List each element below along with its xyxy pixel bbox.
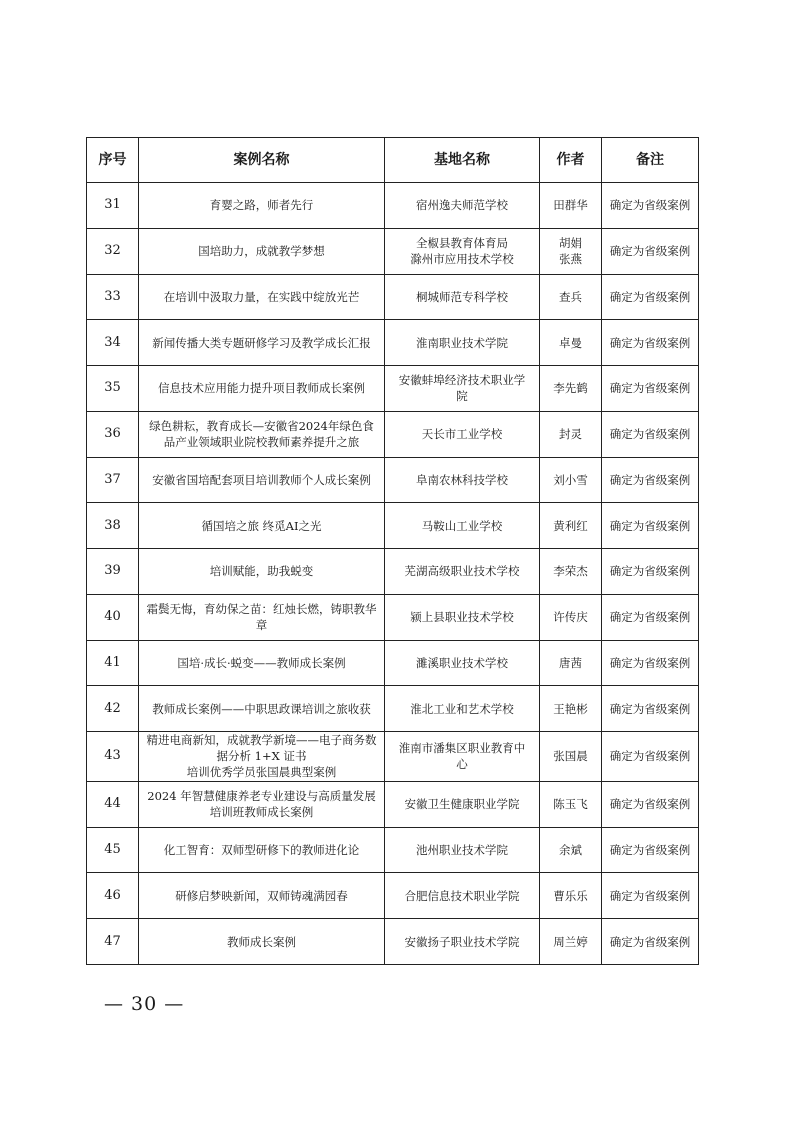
cell-remark: 确定为省级案例 xyxy=(602,366,699,412)
cell-index: 34 xyxy=(87,320,139,366)
cell-author-line: 查兵 xyxy=(559,289,582,304)
cell-case-name-line: 化工智育：双师型研修下的教师进化论 xyxy=(163,842,360,857)
cell-author-line: 唐茜 xyxy=(559,655,582,670)
table-row xyxy=(87,594,699,640)
cell-case-name-line: 循国培之旅 终觅AI之光 xyxy=(201,518,322,533)
cell-base-name xyxy=(385,228,540,274)
cell-base-name xyxy=(385,873,540,919)
cell-base-name xyxy=(385,183,540,229)
page-number: — 30 — xyxy=(104,993,185,1015)
header-base-name: 基地名称 xyxy=(385,138,540,183)
table-row xyxy=(87,919,699,965)
cell-author xyxy=(540,594,602,640)
cell-author xyxy=(540,781,602,827)
table-row xyxy=(87,686,699,732)
cell-remark: 确定为省级案例 xyxy=(602,320,699,366)
cell-base-name-line: 芜湖高级职业技术学校 xyxy=(404,564,520,579)
header-remark: 备注 xyxy=(602,138,699,183)
cell-index: 36 xyxy=(87,411,139,457)
table-row xyxy=(87,781,699,827)
cell-case-name xyxy=(139,827,385,873)
cell-base-name-line: 宿州逸夫师范学校 xyxy=(416,198,508,213)
cell-base-name-line: 院 xyxy=(456,389,468,404)
cell-index: 35 xyxy=(87,366,139,412)
cell-index: 40 xyxy=(87,594,139,640)
cell-case-name-line: 研修启梦映新闻，双师铸魂满园春 xyxy=(175,888,348,903)
cell-case-name-line: 信息技术应用能力提升项目教师成长案例 xyxy=(158,381,365,396)
cell-base-name xyxy=(385,411,540,457)
table-row xyxy=(87,366,699,412)
cell-author xyxy=(540,732,602,782)
table-row xyxy=(87,827,699,873)
cell-case-name-line: 培训赋能，助我蜕变 xyxy=(209,564,314,579)
cell-remark: 确定为省级案例 xyxy=(602,503,699,549)
cell-case-name-line: 精进电商新知，成就教学新境——电子商务数 xyxy=(146,733,377,748)
cell-author xyxy=(540,274,602,320)
cell-remark: 确定为省级案例 xyxy=(602,781,699,827)
cell-case-name-line: 教师成长案例 xyxy=(227,934,296,949)
cell-case-name xyxy=(139,549,385,595)
cell-base-name xyxy=(385,549,540,595)
cell-base-name-line: 滁州市应用技术学校 xyxy=(410,252,514,267)
cell-base-name-line: 天长市工业学校 xyxy=(421,427,503,442)
cell-base-name-line: 濉溪职业技术学校 xyxy=(416,655,508,670)
cell-remark: 确定为省级案例 xyxy=(602,549,699,595)
cell-remark: 确定为省级案例 xyxy=(602,827,699,873)
table-row xyxy=(87,732,699,782)
cell-case-name xyxy=(139,228,385,274)
cell-index: 45 xyxy=(87,827,139,873)
cell-case-name-line: 安徽省国培配套项目培训教师个人成长案例 xyxy=(152,472,371,487)
cell-remark: 确定为省级案例 xyxy=(602,183,699,229)
cell-author xyxy=(540,919,602,965)
cell-base-name-line: 淮北工业和艺术学校 xyxy=(410,701,514,716)
cell-base-name xyxy=(385,274,540,320)
cell-case-name-line: 2024 年智慧健康养老专业建设与高质量发展 xyxy=(147,789,376,804)
cell-author xyxy=(540,320,602,366)
cell-case-name-line: 国培·成长·蜕变——教师成长案例 xyxy=(177,655,346,670)
cell-base-name xyxy=(385,919,540,965)
cell-base-name xyxy=(385,366,540,412)
cell-author xyxy=(540,873,602,919)
cell-base-name xyxy=(385,827,540,873)
cell-author xyxy=(540,366,602,412)
cell-author xyxy=(540,549,602,595)
cell-base-name xyxy=(385,503,540,549)
table-row xyxy=(87,411,699,457)
cell-base-name-line: 安徽扬子职业技术学院 xyxy=(404,934,520,949)
cell-author xyxy=(540,183,602,229)
cell-base-name xyxy=(385,457,540,503)
cell-author-line: 许传庆 xyxy=(553,610,588,625)
cell-case-name xyxy=(139,919,385,965)
cell-case-name xyxy=(139,183,385,229)
cell-index: 46 xyxy=(87,873,139,919)
cell-index: 47 xyxy=(87,919,139,965)
cell-case-name-line: 新闻传播大类专题研修学习及教学成长汇报 xyxy=(152,335,371,350)
cell-index: 39 xyxy=(87,549,139,595)
cell-case-name-line: 教师成长案例——中职思政课培训之旅收获 xyxy=(152,701,371,716)
cell-author xyxy=(540,640,602,686)
cell-case-name-line: 培训班教师成长案例 xyxy=(209,805,314,820)
cell-case-name xyxy=(139,503,385,549)
cell-case-name-line: 绿色耕耘，教育成长—安徽省2024年绿色食 xyxy=(149,419,374,434)
cell-case-name-line: 章 xyxy=(255,618,268,633)
cell-base-name-line: 淮南市潘集区职业教育中 xyxy=(398,741,526,756)
cell-author-line: 张燕 xyxy=(559,252,582,267)
cell-author xyxy=(540,457,602,503)
cell-author xyxy=(540,686,602,732)
cell-case-name-line: 品产业领域职业院校教师素养提升之旅 xyxy=(163,435,360,450)
table-row xyxy=(87,228,699,274)
header-author: 作者 xyxy=(540,138,602,183)
cell-author-line: 张国晨 xyxy=(553,749,588,764)
cell-author-line: 黄利红 xyxy=(553,518,588,533)
cell-case-name-line: 育婴之路，师者先行 xyxy=(209,198,314,213)
cell-case-name xyxy=(139,686,385,732)
cell-author xyxy=(540,827,602,873)
cell-remark: 确定为省级案例 xyxy=(602,919,699,965)
cell-base-name xyxy=(385,594,540,640)
cell-case-name xyxy=(139,457,385,503)
cell-case-name-line: 在培训中汲取力量，在实践中绽放光芒 xyxy=(163,289,360,304)
cell-author-line: 周兰婷 xyxy=(553,934,588,949)
cell-base-name xyxy=(385,781,540,827)
cell-remark: 确定为省级案例 xyxy=(602,411,699,457)
table-header-row xyxy=(87,138,699,183)
table-row xyxy=(87,503,699,549)
cell-base-name-line: 阜南农林科技学校 xyxy=(416,472,508,487)
cell-case-name xyxy=(139,274,385,320)
cell-author-line: 余斌 xyxy=(559,842,582,857)
cell-case-name xyxy=(139,873,385,919)
cell-index: 33 xyxy=(87,274,139,320)
cell-author xyxy=(540,503,602,549)
cell-case-name xyxy=(139,594,385,640)
cell-case-name xyxy=(139,366,385,412)
cell-author-line: 刘小雪 xyxy=(553,472,588,487)
cell-author-line: 卓曼 xyxy=(559,335,582,350)
cell-base-name xyxy=(385,320,540,366)
cell-index: 44 xyxy=(87,781,139,827)
cell-index: 31 xyxy=(87,183,139,229)
header-case-name: 案例名称 xyxy=(139,138,385,183)
cell-base-name xyxy=(385,732,540,782)
cell-remark: 确定为省级案例 xyxy=(602,732,699,782)
cell-base-name-line: 合肥信息技术职业学院 xyxy=(404,888,520,903)
cell-case-name-line: 据分析 1+X 证书 xyxy=(216,749,307,764)
cell-base-name-line: 安徽蚌埠经济技术职业学 xyxy=(398,373,526,388)
cell-base-name-line: 心 xyxy=(456,757,468,772)
cell-base-name-line: 桐城师范专科学校 xyxy=(416,289,508,304)
table-row xyxy=(87,183,699,229)
table-row xyxy=(87,549,699,595)
cell-index: 43 xyxy=(87,732,139,782)
cell-author-line: 田群华 xyxy=(553,198,588,213)
cell-base-name-line: 全椒县教育体育局 xyxy=(416,236,508,251)
cell-index: 38 xyxy=(87,503,139,549)
cell-case-name xyxy=(139,640,385,686)
cell-case-name-line: 国培助力，成就教学梦想 xyxy=(198,244,325,259)
cell-base-name-line: 淮南职业技术学院 xyxy=(416,335,508,350)
cell-base-name xyxy=(385,686,540,732)
cell-remark: 确定为省级案例 xyxy=(602,228,699,274)
table-row xyxy=(87,457,699,503)
cell-base-name-line: 颍上县职业技术学校 xyxy=(410,610,514,625)
cell-remark: 确定为省级案例 xyxy=(602,274,699,320)
header-index: 序号 xyxy=(87,138,139,183)
cell-case-name xyxy=(139,781,385,827)
cell-index: 37 xyxy=(87,457,139,503)
cell-case-name xyxy=(139,411,385,457)
cell-remark: 确定为省级案例 xyxy=(602,686,699,732)
cell-author-line: 陈玉飞 xyxy=(553,797,588,812)
cell-base-name-line: 池州职业技术学院 xyxy=(416,842,508,857)
cell-remark: 确定为省级案例 xyxy=(602,457,699,503)
cell-base-name-line: 安徽卫生健康职业学院 xyxy=(404,797,520,812)
cell-case-name-line: 培训优秀学员张国晨典型案例 xyxy=(186,765,337,780)
table-row xyxy=(87,640,699,686)
cell-author-line: 曹乐乐 xyxy=(553,888,588,903)
cell-case-name-line: 霜鬓无悔，育幼保之苗：红烛长燃，铸职教华 xyxy=(146,602,377,617)
table-row xyxy=(87,274,699,320)
cell-author-line: 李先鹤 xyxy=(553,381,588,396)
cell-remark: 确定为省级案例 xyxy=(602,873,699,919)
cell-base-name xyxy=(385,640,540,686)
cell-author xyxy=(540,228,602,274)
cell-case-name xyxy=(139,320,385,366)
cell-author-line: 李荣杰 xyxy=(553,564,588,579)
cell-author-line: 王艳彬 xyxy=(553,701,588,716)
table-body xyxy=(87,183,699,965)
cell-index: 42 xyxy=(87,686,139,732)
cases-table xyxy=(86,137,699,965)
cell-case-name xyxy=(139,732,385,782)
cell-base-name-line: 马鞍山工业学校 xyxy=(421,518,503,533)
cell-index: 41 xyxy=(87,640,139,686)
cell-index: 32 xyxy=(87,228,139,274)
cell-author xyxy=(540,411,602,457)
cell-remark: 确定为省级案例 xyxy=(602,594,699,640)
cell-author-line: 胡娟 xyxy=(559,236,582,251)
table-row xyxy=(87,320,699,366)
cell-remark: 确定为省级案例 xyxy=(602,640,699,686)
table-row xyxy=(87,873,699,919)
cell-author-line: 封灵 xyxy=(559,427,582,442)
